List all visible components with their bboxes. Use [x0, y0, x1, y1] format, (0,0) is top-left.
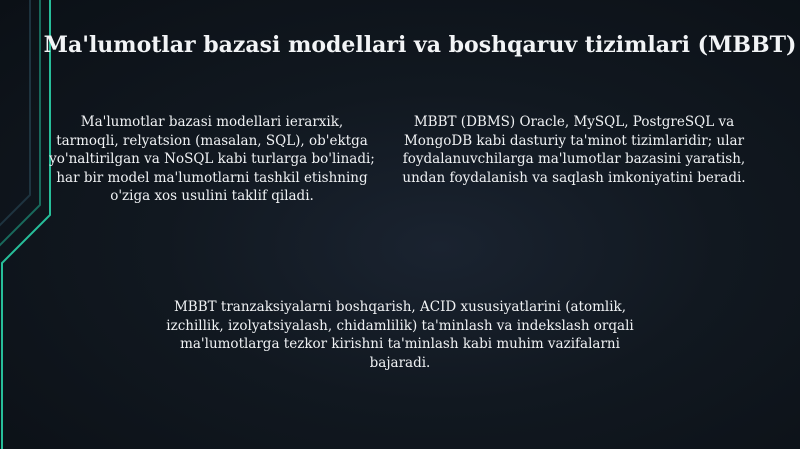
dbms-description: MBBT (DBMS) Oracle, MySQL, PostgreSQL va MongoDB kabi dasturiy ta'minot tizimlaridir; ular foydalanuvchilarga ma'lumotlar bazasini yaratish, undan foydalanish va saqlash imkoniyatini beradi. — [402, 114, 746, 186]
decorative-lines — [0, 0, 60, 449]
dbms-functions-description: MBBT tranzaksiyalarni boshqarish, ACID xususiyatlarini (atomlik, izchillik, izolyatsiyalash, chidamlilik) ta'minlash va indekslash orqali ma'lumotlarga tezkor kirishni ta'minlash kabi muhim vazifalarni bajaradi. — [166, 299, 634, 371]
models-description: Ma'lumotlar bazasi modellari ierarxik, tarmoqli, relyatsion (masalan, SQL), ob'ektga yo'naltirilgan va NoSQL kabi turlarga bo'linadi; har bir model ma'lumotlarni tashkil etishning o'ziga xos usulini taklif qiladi. — [49, 114, 375, 204]
accent-line-outer — [2, 0, 50, 449]
slide-title: Ma'lumotlar bazasi modellari va boshqaruv tizimlari (MBBT) — [43, 32, 797, 58]
accent-line-faint — [0, 0, 30, 235]
accent-line-inner — [0, 0, 40, 251]
